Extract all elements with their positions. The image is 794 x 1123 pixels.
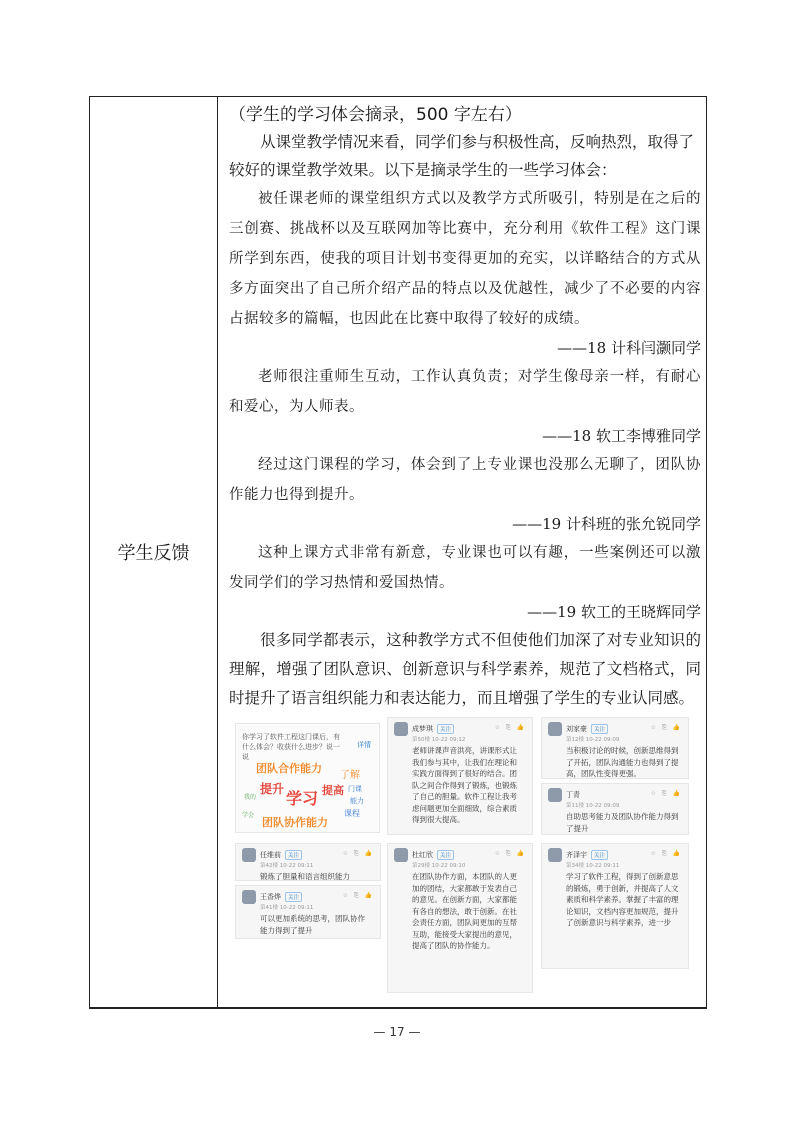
feedback-content: [229, 97, 701, 713]
follow-badge[interactable]: 关注: [437, 724, 454, 734]
follow-badge[interactable]: 关注: [591, 850, 608, 860]
action-icons[interactable]: ☆ ⎘ 👍: [650, 850, 682, 857]
quote-text: 这种上课方式非常有新意，专业课也可以有趣，一些案例还可以激发同学们的学习热情和爱国热情。: [229, 545, 701, 591]
summary-paragraph: 很多同学都表示，这种教学方式不但使他们加深了对专业知识的理解，增强了团队意识、创新意识与科学素养，规范了文档格式，同时提升了语言组织能力和表达能力，而且增强了学生的专业认同感。: [229, 631, 701, 707]
comment-card: [541, 843, 689, 969]
action-icons[interactable]: ☆ ⎘ 👍: [342, 892, 374, 899]
follow-badge[interactable]: 关注: [437, 850, 454, 860]
screenshot-collage: [235, 717, 695, 997]
cloud-word: 了解: [340, 770, 360, 781]
cloud-word: 能力: [350, 797, 364, 805]
avatar: [394, 722, 408, 736]
comment-floor: 第50楼 10-22 09:12: [412, 737, 466, 743]
cloud-question: 你学习了软件工程这门课后，有什么体会？收获什么进步？说一说: [242, 733, 340, 761]
comment-floor: 第29楼 10-22 09:10: [412, 863, 466, 869]
comment-card: [541, 717, 689, 779]
comment-floor: 第41楼 10-22 09:11: [260, 905, 314, 911]
quote-signature: ——18 软工李博雅同学: [542, 427, 701, 445]
avatar: [548, 722, 562, 736]
action-icons[interactable]: ☆ ⎘ 👍: [494, 724, 526, 731]
cloud-tag: 详情: [357, 741, 371, 749]
cloud-word: 提升: [260, 782, 285, 796]
follow-badge[interactable]: 关注: [591, 724, 608, 734]
quote-text: 老师很注重师生互动，工作认真负责；对学生像母亲一样，有耐心和爱心，为人师表。: [229, 369, 701, 415]
comment-card: [387, 717, 533, 835]
avatar: [242, 848, 256, 862]
cloud-word: 课程: [344, 809, 360, 818]
cloud-word: 学习: [286, 789, 319, 808]
comment-user: 刘家豪: [566, 725, 587, 733]
action-icons[interactable]: ☆ ⎘ 👍: [342, 850, 374, 857]
avatar: [242, 890, 256, 904]
comment-text: 锻炼了胆量和语言组织能力: [260, 872, 350, 881]
row-label: 学生反馈: [117, 543, 190, 564]
cloud-word: 学会: [242, 812, 255, 819]
feedback-table: [89, 96, 707, 1009]
follow-badge[interactable]: 关注: [285, 850, 302, 860]
follow-badge[interactable]: 关注: [285, 892, 302, 902]
comment-text: 在团队协作方面，本团队的人更加的团结，大家都敢于发表自己的意见。在创新方面，大家都能有各自的想法，敢于创新。在社会责任方面，团队间更加的互帮互助，能接受大家提出的意见，提高了团队的协作能力。: [412, 872, 517, 950]
comment-floor: 第12楼 10-22 09:09: [566, 737, 620, 743]
avatar: [548, 848, 562, 862]
comment-card: [541, 783, 689, 835]
action-icons[interactable]: ☆ ⎘ 👍: [494, 850, 526, 857]
cloud-word: 团队协作能力: [262, 816, 328, 829]
section-heading: （学生的学习体会摘录，500 字左右）: [229, 105, 522, 125]
comment-floor: 第34楼 10-22 09:11: [566, 863, 620, 869]
comment-text: 自助思考能力及团队协作能力得到了提升: [566, 812, 679, 833]
comment-user: 杜红欣: [412, 851, 433, 859]
avatar: [548, 788, 562, 802]
cloud-word: 提高: [322, 784, 344, 797]
intro-paragraph: 从课堂教学情况来看，同学们参与积极性高，反响热烈，取得了较好的课堂教学效果。以下是摘录学生的一些学习体会：: [229, 133, 695, 179]
quote-text: 经过这门课程的学习，体会到了上专业课也没那么无聊了，团队协作能力也得到提升。: [229, 457, 701, 503]
quote-signature: ——19 软工的王晓辉同学: [527, 603, 701, 621]
comment-user: 齐泽宇: [566, 851, 587, 859]
action-icons[interactable]: ☆ ⎘ 👍: [650, 790, 682, 797]
cloud-word: 我的: [244, 794, 257, 801]
comment-card: [387, 843, 533, 993]
comment-user: 成梦琪: [412, 725, 433, 733]
comment-user: 任维前: [260, 851, 281, 859]
quote-signature: ——19 计科班的张允锐同学: [512, 515, 701, 533]
quote-signature: ——18 计科闫灏同学: [557, 339, 701, 357]
comment-text: 可以更加系统的思考，团队协作能力得到了提升: [260, 914, 365, 935]
cloud-word: 门课: [348, 785, 362, 793]
comment-card: [235, 843, 381, 881]
comment-floor: 第11楼 10-22 09:09: [566, 803, 620, 809]
action-icons[interactable]: ☆ ⎘ 👍: [650, 724, 682, 731]
cloud-word: 团队合作能力: [256, 762, 322, 775]
page-number: — 17 —: [373, 1025, 421, 1039]
comment-text: 当积极讨论的时候，创新思维得到了开拓，团队沟通能力也得到了提高，团队性变得更强。: [566, 746, 679, 778]
column-divider: [217, 97, 218, 1007]
comment-card: [235, 885, 381, 939]
word-cloud-card: [235, 723, 380, 833]
comment-text: 老师讲课声音洪亮，讲课形式让我们参与其中，让我们在理论和实践方面得到了很好的结合。团队之间合作得到了锻炼，也锻炼了自己的胆量。软件工程让我考虑问题更加全面细致，综合素质得到很大提高。: [412, 746, 517, 824]
avatar: [394, 848, 408, 862]
quote-text: 被任课老师的课堂组织方式以及教学方式所吸引，特别是在之后的三创赛、挑战杯以及互联网加等比赛中，充分利用《软件工程》这门课所学到东西，使我的项目计划书变得更加的充实，以详略结合的方式从多方面突出了自己所介绍产品的特点以及优越性，减少了不必要的内容占据较多的篇幅，也因此在比赛中取得了较好的成绩。: [229, 191, 701, 327]
comment-floor: 第42楼 10-22 09:11: [260, 863, 314, 869]
comment-user: 丁青: [566, 791, 580, 799]
comment-text: 学习了软件工程，得到了创新意思的锻炼，勇于创新，并提高了人文素质和科学素养。掌握了丰富的理论知识，文档内容更加规范，提升了创新意识与科学素养，进一步: [566, 872, 679, 927]
comment-user: 王香烨: [260, 893, 281, 901]
